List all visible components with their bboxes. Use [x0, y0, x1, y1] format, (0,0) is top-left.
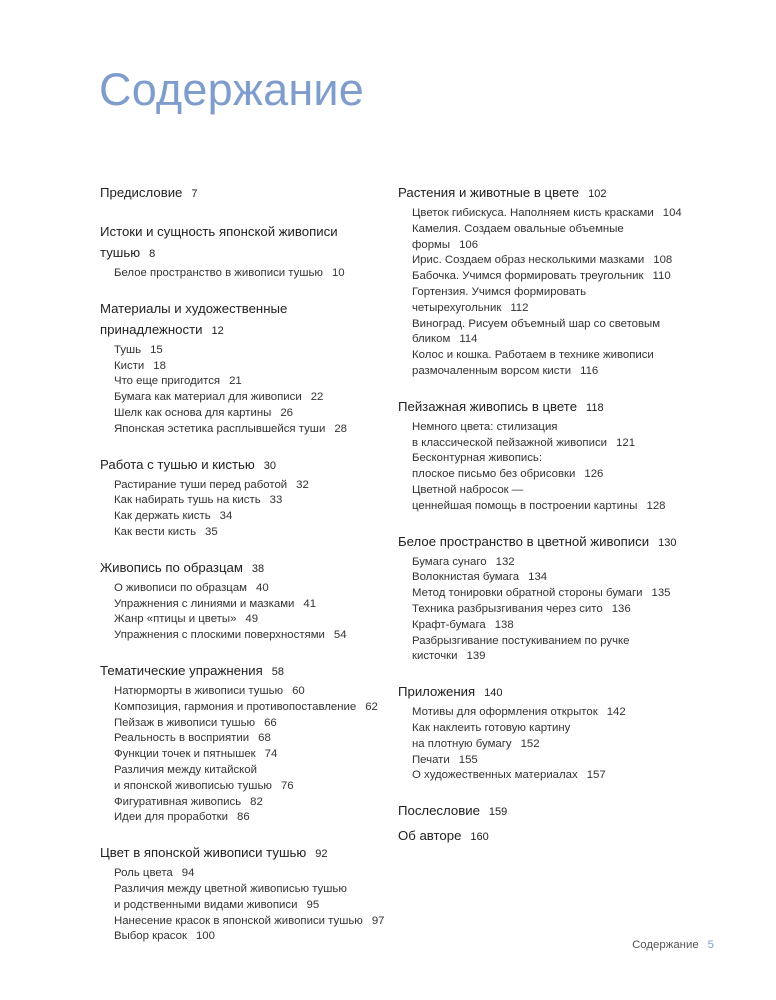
toc-entry	[412, 753, 688, 769]
toc-entry	[412, 348, 688, 380]
section-title: Тематические упражнения	[100, 662, 263, 678]
section-page-number: 92	[315, 848, 328, 861]
toc-entry	[114, 597, 385, 613]
section-page-number: 159	[488, 806, 508, 819]
entry-page-number: 33	[269, 494, 283, 507]
entry-list	[412, 206, 688, 380]
entry-list	[412, 420, 688, 515]
section-page-number: 58	[271, 665, 284, 678]
entry-list	[114, 266, 385, 282]
toc-right-column	[398, 182, 688, 848]
entry-page-number: 106	[459, 238, 479, 251]
entry-text: Ирис. Создаем образ несколькими мазками	[412, 254, 645, 267]
toc-entry	[412, 222, 688, 254]
entry-page-number: 26	[280, 406, 293, 419]
entry-page-number: 34	[219, 510, 233, 523]
entry-text: Колос и кошка. Работаем в технике живописи	[412, 349, 654, 362]
entry-page-number: 152	[520, 737, 540, 750]
entry-text: Как набирать тушь на кисть	[114, 494, 261, 507]
entry-page-number: 155	[458, 753, 478, 766]
entry-text: Упражнения с линиями и мазками	[114, 597, 295, 610]
entry-text: Печати	[412, 753, 450, 766]
toc-entry	[412, 451, 688, 483]
section-title: Растения и животные в цвете	[398, 185, 580, 200]
entry-page-number: 82	[250, 795, 263, 808]
toc-entry	[412, 483, 688, 515]
toc-section	[100, 182, 385, 205]
section-heading	[100, 221, 385, 265]
toc-entry	[412, 317, 688, 349]
entry-text: Упражнения с плоскими поверхностями	[114, 629, 325, 642]
section-heading	[398, 825, 688, 848]
toc-entry	[114, 478, 385, 494]
entry-page-number: 139	[466, 650, 486, 663]
section-title: Истоки и сущность японской живописи тушью	[100, 224, 338, 260]
section-title: Предисловие	[100, 185, 183, 200]
section-title: Послесловие	[398, 803, 480, 819]
entry-text: Бесконтурная живопись:	[412, 452, 543, 465]
entry-text: и родственными видами живописи	[114, 898, 298, 911]
toc-entry	[114, 422, 385, 438]
section-page-number: 102	[588, 188, 607, 200]
entry-page-number: 100	[195, 930, 215, 943]
section-heading	[398, 681, 688, 704]
entry-text: Шелк как основа для картины	[114, 406, 272, 419]
entry-page-number: 10	[331, 267, 345, 279]
section-heading	[100, 454, 385, 477]
footer-label: Содержание	[632, 939, 699, 951]
toc-section	[398, 396, 688, 515]
entry-text: Что еще пригодится	[114, 375, 221, 388]
entry-text: Белое пространство в живописи тушью	[114, 267, 323, 279]
toc-entry	[412, 253, 688, 269]
toc-entry	[412, 269, 688, 285]
section-heading	[398, 531, 688, 554]
toc-entry	[114, 882, 385, 914]
entry-text: Композиция, гармония и противопоставление	[114, 700, 357, 713]
section-title: Белое пространство в цветной живописи	[398, 533, 650, 549]
entry-page-number: 68	[258, 732, 271, 745]
toc-entry	[114, 914, 385, 930]
section-page-number: 38	[251, 562, 265, 575]
entry-list	[412, 555, 688, 666]
toc-entry	[114, 374, 385, 390]
toc-entry	[114, 612, 385, 628]
entry-text: Немного цвета: стилизация	[412, 420, 558, 433]
footer-page-number: 5	[707, 939, 714, 951]
section-heading	[100, 182, 385, 205]
entry-page-number: 128	[646, 499, 666, 512]
section-heading	[100, 557, 385, 580]
toc-section	[100, 454, 385, 541]
toc-entry	[114, 343, 385, 359]
toc-entry	[412, 420, 688, 452]
toc-entry	[114, 359, 385, 375]
toc-entry	[412, 602, 688, 618]
entry-text: О художественных материалах	[412, 769, 578, 782]
entry-text: ценнейшая помощь в построении картины	[412, 499, 638, 512]
entry-text: Метод тонировки обратной стороны бумаги	[412, 587, 643, 600]
toc-entry	[412, 705, 688, 721]
entry-page-number: 104	[662, 207, 682, 219]
entry-text: Гортензия. Учимся формировать	[412, 285, 587, 298]
section-title: Пейзажная живопись в цвете	[398, 398, 578, 414]
entry-page-number: 21	[229, 375, 242, 388]
toc-entry	[114, 684, 385, 700]
toc-section	[100, 842, 385, 945]
section-page-number: 30	[263, 459, 277, 472]
entry-page-number: 86	[237, 811, 250, 824]
entry-text: Идеи для проработки	[114, 811, 229, 824]
entry-text: Бабочка. Учимся формировать треугольник	[412, 270, 644, 283]
toc-entry	[412, 285, 688, 317]
entry-page-number: 28	[334, 422, 347, 435]
entry-text: Бумага как материал для живописи	[114, 391, 302, 404]
entry-text: Крафт-бумага	[412, 618, 486, 631]
entry-page-number: 157	[586, 769, 606, 782]
section-heading	[100, 660, 385, 683]
toc-entry	[114, 581, 385, 597]
toc-entry	[412, 768, 688, 784]
toc-entry	[114, 700, 385, 716]
entry-text: Выбор красок	[114, 930, 187, 943]
toc-entry	[114, 266, 385, 282]
toc-entry	[114, 493, 385, 509]
toc-entry	[412, 618, 688, 634]
entry-page-number: 15	[150, 343, 163, 356]
entry-text: Натюрморты в живописи тушью	[114, 684, 284, 697]
page-footer	[632, 939, 714, 951]
entry-text: О живописи по образцам	[114, 581, 247, 594]
entry-text: Нанесение красок в японской живописи тушью	[114, 914, 363, 927]
entry-list	[114, 581, 385, 644]
toc-entry	[114, 763, 385, 795]
entry-list	[114, 866, 385, 945]
entry-text: Различия между цветной живописью тушью	[114, 882, 347, 895]
entry-page-number: 136	[611, 602, 631, 615]
entry-page-number: 94	[181, 867, 195, 880]
section-page-number: 118	[586, 401, 604, 414]
toc-section	[398, 182, 688, 380]
entry-text: бликом	[412, 333, 451, 346]
toc-left-column	[100, 182, 385, 945]
entry-text: в классической пейзажной живописи	[412, 436, 608, 449]
entry-page-number: 110	[652, 270, 671, 283]
entry-page-number: 114	[459, 333, 478, 346]
entry-page-number: 116	[580, 364, 599, 377]
entry-text: четырехугольник	[412, 301, 502, 314]
toc-entry	[114, 795, 385, 811]
entry-page-number: 112	[510, 301, 529, 314]
entry-list	[412, 705, 688, 784]
section-page-number: 7	[191, 188, 198, 200]
toc-entry	[412, 586, 688, 602]
entry-page-number: 121	[616, 436, 636, 449]
entry-text: Как держать кисть	[114, 510, 211, 523]
section-title: Цвет в японской живописи тушью	[100, 845, 307, 861]
entry-page-number: 138	[494, 618, 514, 631]
entry-text: Функции точек и пятнышек	[114, 748, 256, 761]
entry-list	[114, 478, 385, 541]
toc-entry	[114, 390, 385, 406]
entry-page-number: 32	[296, 478, 309, 491]
entry-page-number: 76	[280, 779, 294, 792]
entry-text: плоское письмо без обрисовки	[412, 468, 576, 481]
toc-section	[398, 825, 688, 848]
entry-text: Цветной набросок —	[412, 483, 524, 496]
entry-page-number: 132	[495, 555, 515, 568]
entry-page-number: 35	[205, 525, 218, 538]
entry-text: Фигуративная живопись	[114, 795, 242, 808]
entry-text: Разбрызгивание постукиванием по ручке	[412, 634, 630, 647]
toc-entry	[114, 731, 385, 747]
toc-entry	[114, 509, 385, 525]
toc-entry	[412, 634, 688, 666]
entry-page-number: 126	[584, 468, 604, 481]
section-title: Работа с тушью и кистью	[100, 456, 255, 472]
entry-text: Бумага сунаго	[412, 555, 487, 568]
entry-text: Мотивы для оформления открыток	[412, 706, 598, 719]
entry-page-number: 97	[371, 914, 385, 927]
section-heading	[100, 298, 385, 342]
entry-text: Кисти	[114, 359, 145, 372]
entry-text: Как вести кисть	[114, 525, 197, 538]
toc-entry	[114, 525, 385, 541]
entry-page-number: 18	[153, 359, 166, 372]
toc-entry	[114, 716, 385, 732]
entry-page-number: 74	[264, 748, 278, 761]
entry-text: Камелия. Создаем овальные объемные формы	[412, 222, 624, 251]
entry-text: Как наклеить готовую картину	[412, 721, 571, 734]
toc-entry	[114, 747, 385, 763]
section-title: Материалы и художественные принадлежности	[100, 300, 288, 337]
section-page-number: 160	[470, 831, 489, 844]
entry-text: Жанр «птицы и цветы»	[114, 613, 237, 626]
entry-text: размочаленным ворсом кисти	[412, 364, 572, 377]
section-heading	[398, 182, 688, 205]
section-page-number: 140	[484, 687, 503, 700]
section-page-number: 130	[658, 536, 677, 549]
entry-page-number: 134	[528, 571, 548, 584]
entry-list	[114, 684, 385, 826]
entry-text: Волокнистая бумага	[412, 571, 520, 584]
toc-entry	[114, 929, 385, 945]
entry-page-number: 40	[256, 581, 269, 594]
toc-entry	[114, 810, 385, 826]
section-title: Живопись по образцам	[100, 559, 243, 575]
entry-page-number: 54	[333, 629, 347, 642]
section-title: Приложения	[398, 684, 476, 700]
entry-text: кисточки	[412, 650, 458, 663]
entry-page-number: 62	[365, 700, 378, 713]
section-heading	[100, 842, 385, 865]
toc-section	[398, 681, 688, 784]
toc-entry	[412, 570, 688, 586]
entry-page-number: 95	[306, 898, 320, 911]
entry-list	[114, 343, 385, 438]
entry-text: Техника разбрызгивания через сито	[412, 602, 603, 615]
entry-text: Тушь	[114, 343, 142, 356]
entry-text: Растирание туши перед работой	[114, 478, 288, 491]
entry-text: Различия между китайской	[114, 763, 257, 776]
entry-text: Цветок гибискуса. Наполняем кисть красками	[412, 207, 654, 219]
section-heading	[398, 800, 688, 823]
entry-text: на плотную бумагу	[412, 737, 512, 750]
toc-entry	[412, 721, 688, 753]
section-heading	[398, 396, 688, 419]
toc-entry	[114, 406, 385, 422]
toc-section	[100, 298, 385, 438]
entry-text: Японская эстетика расплывшейся туши	[114, 422, 326, 435]
entry-page-number: 142	[606, 706, 626, 719]
section-title: Об авторе	[398, 828, 462, 844]
entry-page-number: 66	[264, 716, 277, 729]
toc-entry	[412, 206, 688, 222]
toc-section	[100, 660, 385, 826]
entry-text: Пейзаж в живописи тушью	[114, 716, 256, 729]
entry-page-number: 60	[292, 684, 305, 697]
entry-page-number: 22	[310, 391, 324, 404]
entry-text: Роль цвета	[114, 867, 173, 880]
entry-page-number: 135	[651, 587, 671, 600]
toc-entry	[114, 866, 385, 882]
entry-text: Виноград. Рисуем объемный шар со световым	[412, 317, 661, 330]
entry-page-number: 49	[245, 613, 259, 626]
page-title: Содержание	[99, 64, 364, 115]
toc-section	[398, 800, 688, 823]
entry-text: Реальность в восприятии	[114, 732, 250, 745]
section-page-number: 12	[211, 324, 224, 337]
toc-entry	[412, 555, 688, 571]
toc-section	[100, 221, 385, 282]
toc-entry	[114, 628, 385, 644]
section-page-number: 8	[149, 248, 156, 260]
toc-section	[100, 557, 385, 644]
entry-text: и японской живописью тушью	[114, 779, 272, 792]
entry-page-number: 108	[653, 254, 673, 267]
entry-page-number: 41	[303, 597, 317, 610]
toc-section	[398, 531, 688, 666]
